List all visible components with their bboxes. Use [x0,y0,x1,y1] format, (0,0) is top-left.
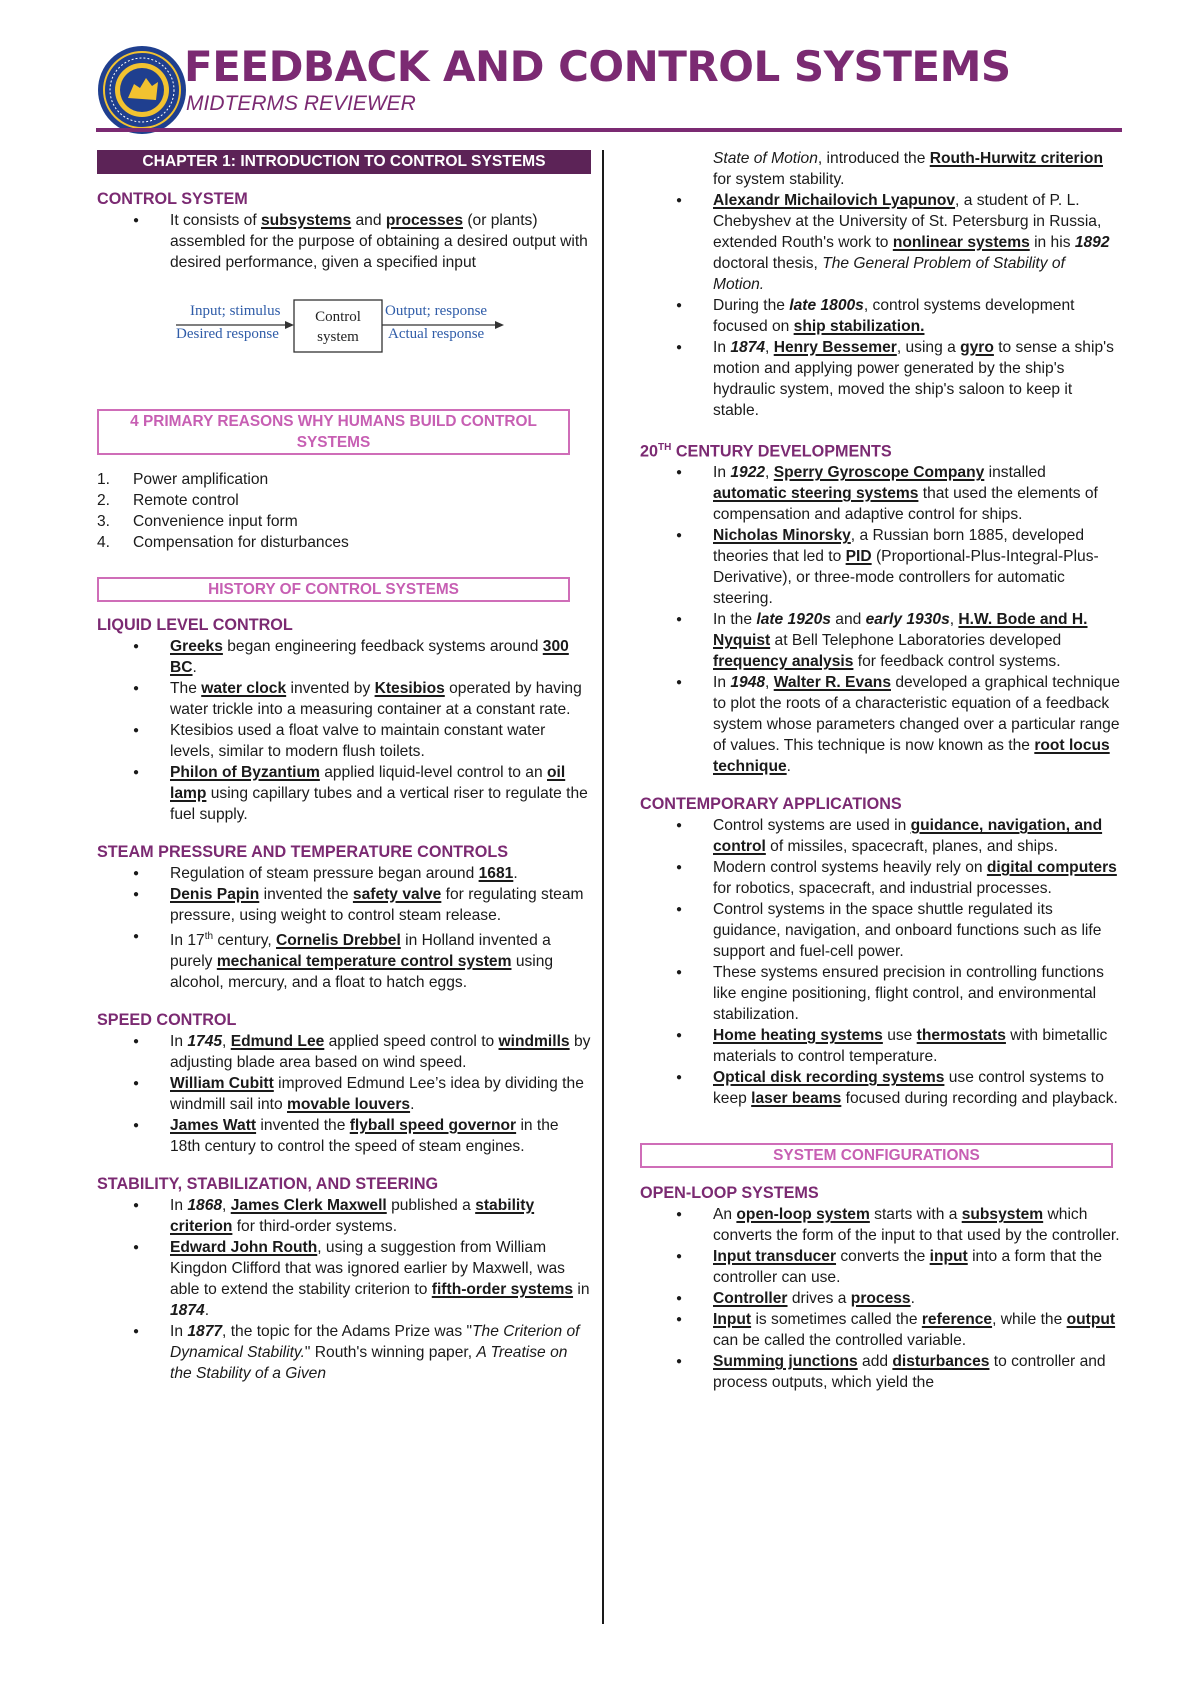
list-item: ● Philon of Byzantium applied liquid-level control to an oil lamp using capillary tubes and a vertical riser to regulate the fuel supply. [97,762,591,825]
list-item: ● James Watt invented the flyball speed governor in the 18th century to control the speed of steam engines. [97,1115,591,1157]
bullet-list [640,1204,1120,1393]
list-item: ● Ktesibios used a float valve to maintain constant water levels, similar to modern flush toilets. [97,720,591,762]
list-item: ● Home heating systems use thermostats with bimetallic materials to control temperature. [640,1025,1120,1067]
document-title: FEEDBACK AND CONTROL SYSTEMS [184,42,1011,91]
list-item: ● In the late 1920s and early 1930s, H.W. Bode and H. Nyquist at Bell Telephone Laboratories developed frequency analysis for feedback control systems. [640,609,1120,672]
list-item: ● During the late 1800s, control systems development focused on ship stabilization. [640,295,1120,337]
section-box-heading-configurations: SYSTEM CONFIGURATIONS [640,1143,1113,1168]
page-header [96,38,1126,138]
list-item: ● In 1868, James Clerk Maxwell published a stability criterion for third-order systems. [97,1195,591,1237]
list-item: ● In 1874, Henry Bessemer, using a gyro to sense a ship's motion and applying power generated by the ship's hydraulic system, moved the ship's saloon to keep it stable. [640,337,1120,421]
list-item: ● The water clock invented by Ktesibios operated by having water trickle into a measuring container at a constant rate. [97,678,591,720]
list-item: ● It consists of subsystems and processes (or plants) assembled for the purpose of obtaining a desired output with desired performance, given a specified input [97,210,591,273]
document-subtitle: MIDTERMS REVIEWER [186,92,416,115]
section-heading-speed: SPEED CONTROL [97,1011,237,1030]
list-item: ● In 1948, Walter R. Evans developed a graphical technique to plot the roots of a characteristic equation of a feedback system whose parameters changed over a particular range of values. This technique is now known as the root locus technique. [640,672,1120,777]
diagram-input-label: Input; stimulus [190,303,281,319]
section-heading-liquid: LIQUID LEVEL CONTROL [97,616,293,634]
left-column [97,150,591,1384]
list-item: ● Controller drives a process. [640,1288,1120,1309]
diagram-desired-label: Desired response [176,326,279,342]
section-box-heading-reasons: 4 PRIMARY REASONS WHY HUMANS BUILD CONTROL SYSTEMS [97,409,570,455]
list-item: ● Edward John Routh, using a suggestion from William Kingdon Clifford that was ignored earlier by Maxwell, was able to extend the stability criterion to fifth-order systems in 1874. [97,1237,591,1321]
diagram-box-line1: Control [315,309,361,325]
section-box-heading-history: HISTORY OF CONTROL SYSTEMS [97,577,570,602]
list-item: ● Alexandr Michailovich Lyapunov, a student of P. L. Chebyshev at the University of St. Petersburg in Russia, extended Routh's work to nonlinear systems in his 1892 doctoral thesis, The General Problem of Stability of Motion. [640,190,1120,295]
list-item: ● William Cubitt improved Edmund Lee’s idea by dividing the windmill sail into movable louvers. [97,1073,591,1115]
list-item: 4. Compensation for disturbances [97,534,349,551]
control-system-block-diagram [97,281,591,377]
university-seal-logo [96,44,188,136]
column-divider [602,150,604,1624]
bullet-list [640,815,1120,1109]
list-item: ● Greeks began engineering feedback systems around 300 BC. [97,636,591,678]
list-item: ● Regulation of steam pressure began around 1681. [97,863,591,884]
chapter-heading: CHAPTER 1: INTRODUCTION TO CONTROL SYSTEMS [97,150,591,174]
bullet-list [97,1031,591,1157]
list-item: ● Optical disk recording systems use control systems to keep laser beams focused during recording and playback. [640,1067,1120,1109]
list-item: ● Nicholas Minorsky, a Russian born 1885, developed theories that led to PID (Proportional-Plus-Integral-Plus-Derivative), or three-mode controllers for automatic steering. [640,525,1120,609]
list-item: ● In 1877, the topic for the Adams Prize was "The Criterion of Dynamical Stability." Routh's winning paper, A Treatise on the Stability of a Given [97,1321,591,1384]
list-item: ● In 1745, Edmund Lee applied speed control to windmills by adjusting blade area based on wind speed. [97,1031,591,1073]
list-item-continued: State of Motion, introduced the Routh-Hurwitz criterion for system stability. [713,150,1103,188]
diagram-box-line2: system [317,329,359,345]
list-item: ● Input transducer converts the input into a form that the controller can use. [640,1246,1120,1288]
list-item: 1. Power amplification [97,471,269,488]
section-heading-open-loop: OPEN-LOOP SYSTEMS [640,1184,819,1203]
list-item: ● In 17th century, Cornelis Drebbel in Holland invented a purely mechanical temperature control system using alcohol, mercury, and a float to hatch eggs. [97,926,591,993]
right-column [640,148,1120,1393]
list-item: 3. Convenience input form [97,513,298,530]
diagram-output-label: Output; response [385,303,488,319]
diagram-actual-label: Actual response [388,326,485,342]
section-heading-20th-century: 20TH CENTURY DEVELOPMENTS [640,442,892,461]
list-item: 2. Remote control [97,492,239,509]
list-item: ● Denis Papin invented the safety valve for regulating steam pressure, using weight to control steam release. [97,884,591,926]
section-heading-contemporary: CONTEMPORARY APPLICATIONS [640,795,902,814]
bullet-list [97,210,591,273]
bullet-list [97,1195,591,1384]
section-heading-stability: STABILITY, STABILIZATION, AND STEERING [97,1175,439,1194]
list-item: ● An open-loop system starts with a subsystem which converts the form of the input to that used by the controller. [640,1204,1120,1246]
header-rule [96,128,1122,132]
bullet-list [97,636,591,825]
list-item: ● Input is sometimes called the reference, while the output can be called the controlled variable. [640,1309,1120,1351]
bullet-list [640,462,1120,777]
section-heading-control-system: CONTROL SYSTEM [97,190,248,208]
list-item: ● Modern control systems heavily rely on digital computers for robotics, spacecraft, and industrial processes. [640,857,1120,899]
bullet-list [640,148,1120,421]
list-item: ● These systems ensured precision in controlling functions like engine positioning, flight control, and environmental stabilization. [640,962,1120,1025]
list-item: ● Control systems are used in guidance, navigation, and control of missiles, spacecraft, planes, and ships. [640,815,1120,857]
bullet-list [97,863,591,993]
list-item: ● In 1922, Sperry Gyroscope Company installed automatic steering systems that used the elements of compensation and adaptive control for ships. [640,462,1120,525]
section-heading-steam: STEAM PRESSURE AND TEMPERATURE CONTROLS [97,843,509,861]
numbered-list [97,469,591,553]
list-item: ● Summing junctions add disturbances to controller and process outputs, which yield the [640,1351,1120,1393]
list-item: ● Control systems in the space shuttle regulated its guidance, navigation, and onboard functions such as life support and fuel-cell power. [640,899,1120,962]
